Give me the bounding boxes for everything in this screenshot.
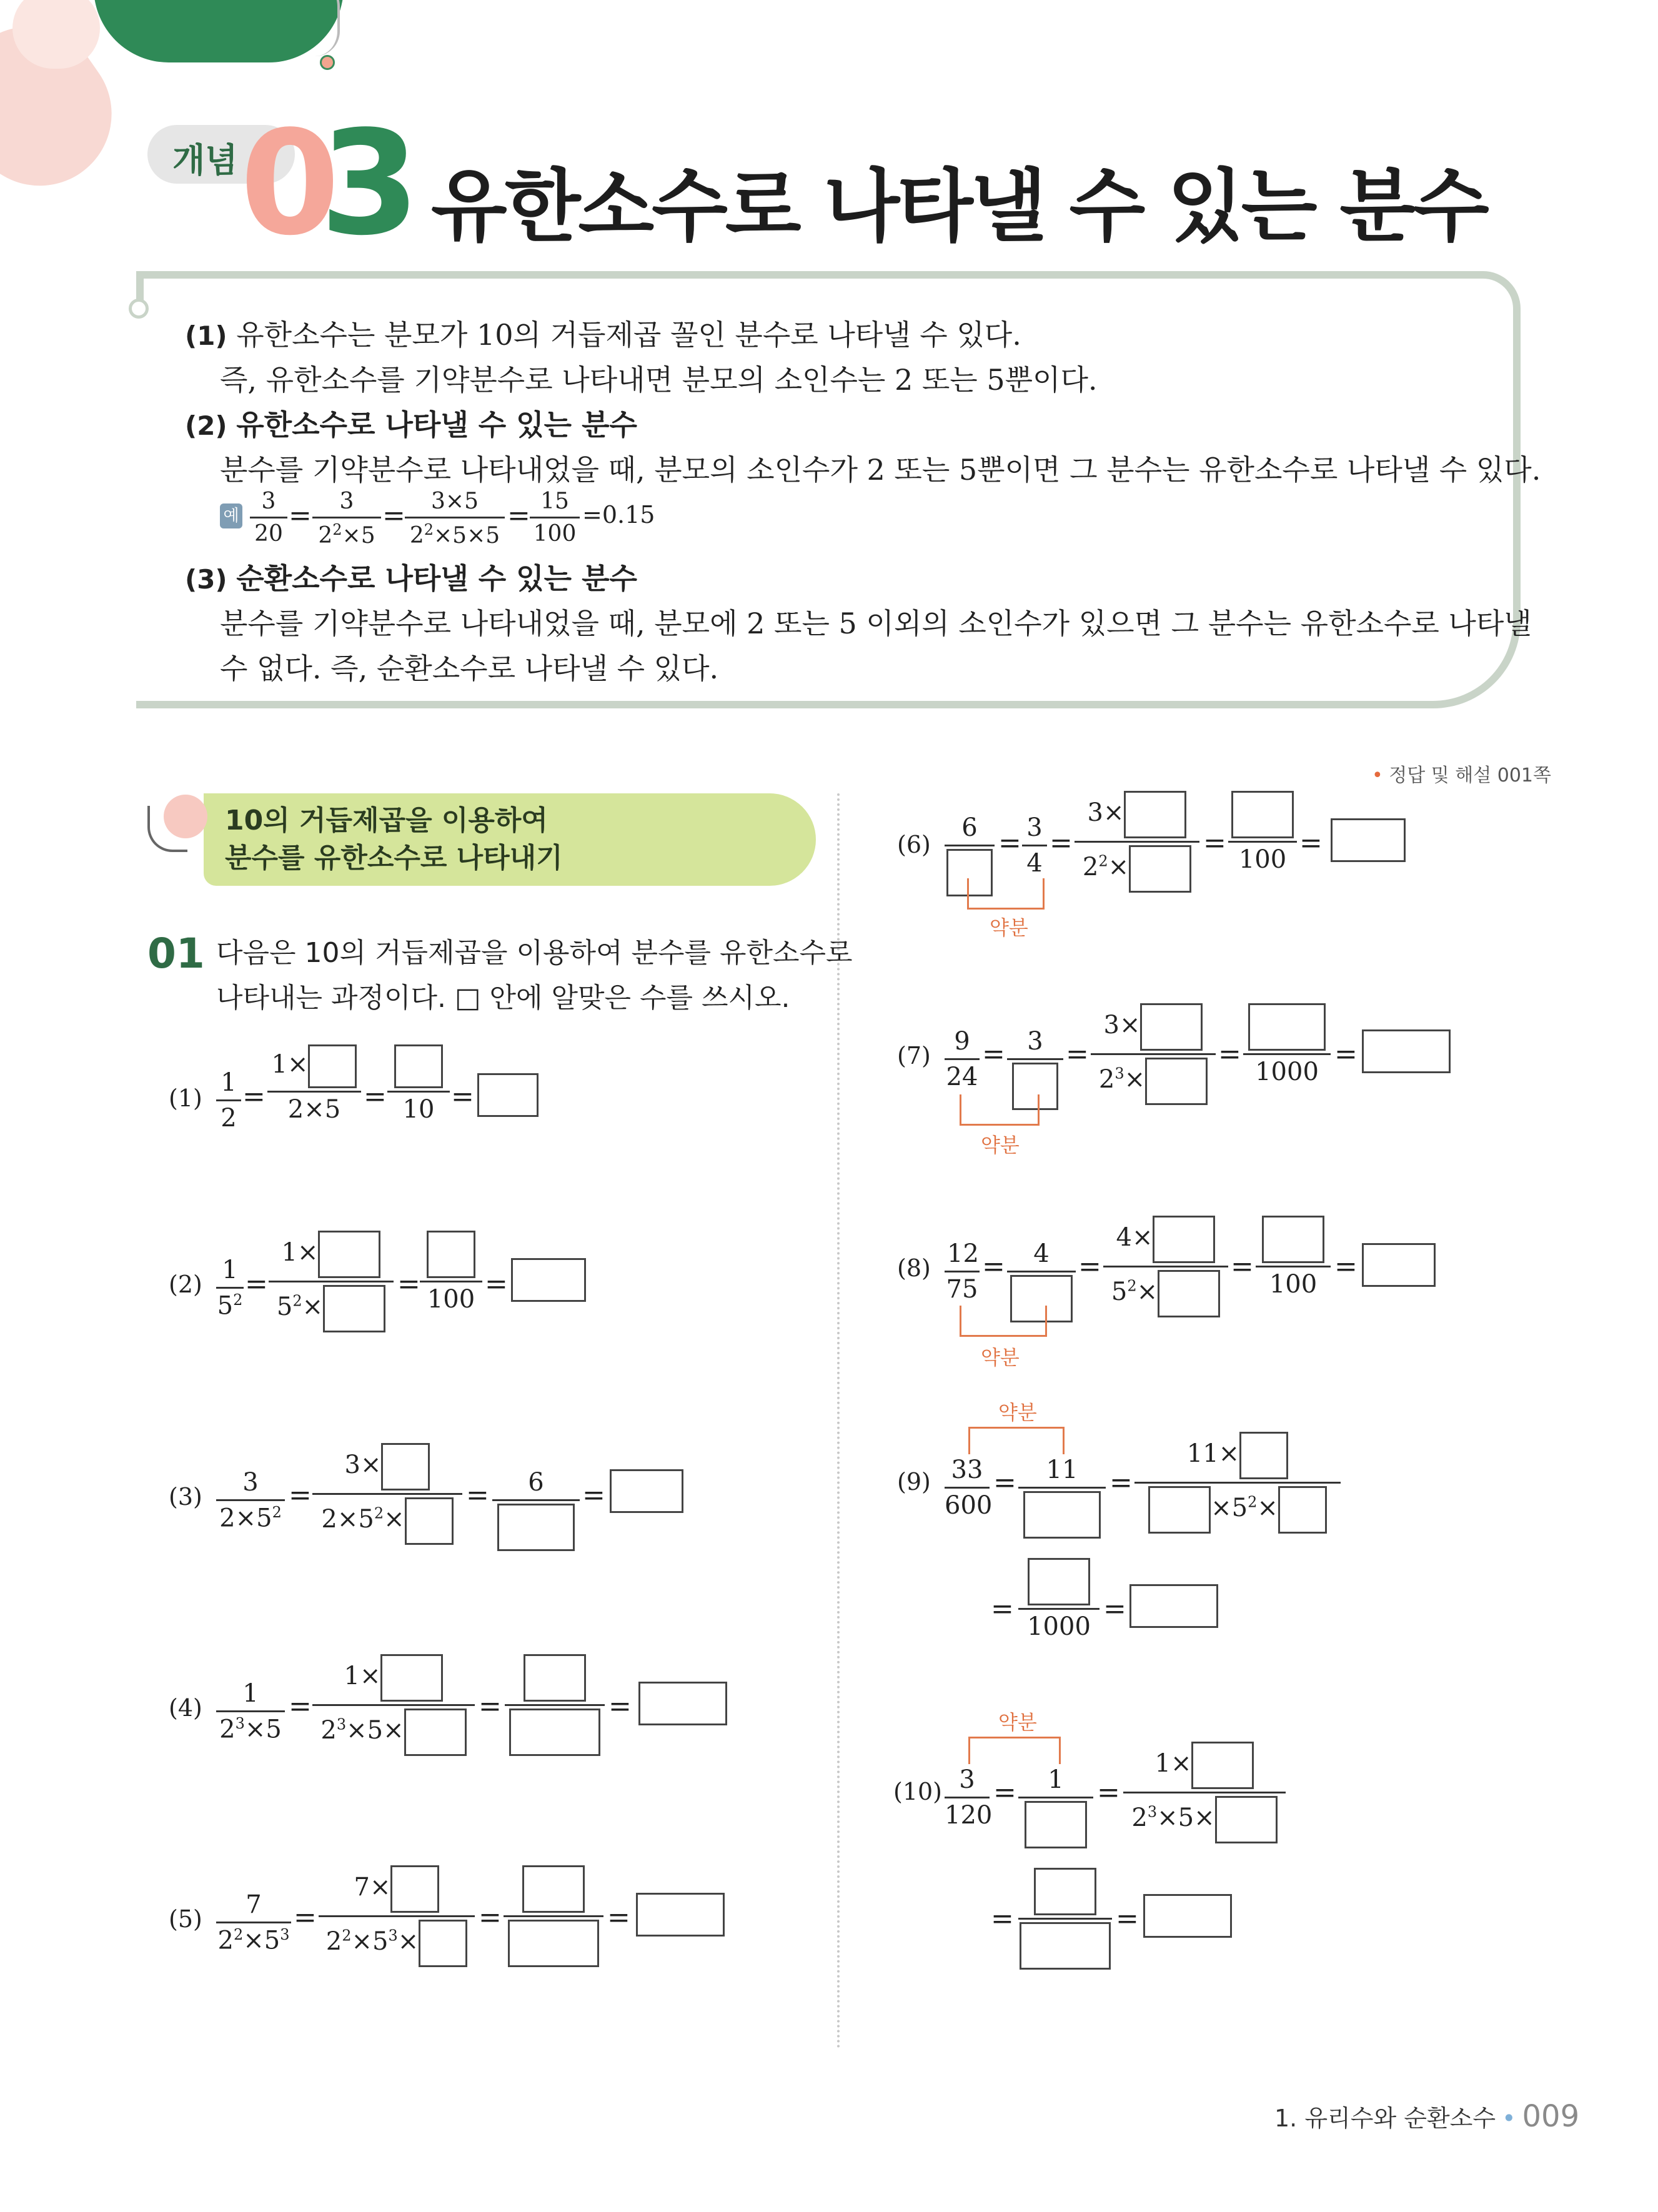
answer-box[interactable] bbox=[1028, 1558, 1090, 1605]
decorative-line bbox=[312, 0, 340, 56]
footer-dot: • bbox=[1502, 2105, 1516, 2132]
problem-4-label: (4) bbox=[169, 1694, 202, 1722]
equals-sign: = bbox=[382, 500, 405, 532]
problem-4-frac-b: 1× $2^3\times 5\times$ bbox=[312, 1654, 475, 1756]
equals-sign: = bbox=[466, 1479, 489, 1511]
equals-sign: = bbox=[982, 1038, 1005, 1070]
concept-item-3 bbox=[185, 556, 637, 597]
problem-2-frac-b: 1× $5^2\times$ bbox=[269, 1231, 394, 1332]
item3-label: (3) bbox=[185, 564, 227, 595]
equals-sign: = bbox=[1334, 1251, 1358, 1282]
reduce-label: 약분 bbox=[981, 1346, 1020, 1369]
problem-9-frac-b: 11 bbox=[1018, 1456, 1106, 1539]
equals-sign: = bbox=[1097, 1777, 1120, 1808]
problem-8-frac-c: 4× $5^2\times$ bbox=[1103, 1216, 1228, 1317]
answer-box[interactable] bbox=[1158, 1270, 1220, 1317]
problem-3-frac-c: 6 bbox=[492, 1468, 580, 1551]
reduce-arrow bbox=[960, 1306, 1047, 1337]
page-footer bbox=[1274, 2099, 1579, 2134]
problem-2-label: (2) bbox=[169, 1271, 202, 1298]
answer-box[interactable] bbox=[405, 1497, 454, 1545]
problem-4-frac-c bbox=[505, 1654, 605, 1756]
decorative-dot bbox=[320, 55, 335, 70]
problem-10-frac-a: 3 120 bbox=[945, 1765, 993, 1830]
question-number: 01 bbox=[147, 930, 205, 978]
problem-1-frac-b: 1× 2×5 bbox=[267, 1044, 361, 1124]
problem-9-frac-a: 33 600 bbox=[945, 1456, 993, 1520]
page-title: 유한소수로 나타낼 수 있는 분수 bbox=[431, 161, 1487, 252]
equals-sign: = bbox=[1334, 1038, 1358, 1070]
problem-7-frac-d: 1000 bbox=[1243, 1003, 1331, 1086]
equals-sign: = bbox=[982, 1251, 1005, 1282]
answer-box[interactable] bbox=[1362, 1029, 1451, 1073]
problem-7-frac-b: 3 bbox=[1007, 1027, 1063, 1110]
problem-1-frac-a: 1 2 bbox=[216, 1068, 241, 1133]
reduce-arrow bbox=[968, 1737, 1061, 1764]
answer-box[interactable] bbox=[318, 1231, 380, 1278]
equals-sign: = bbox=[479, 1690, 502, 1722]
answer-box[interactable] bbox=[380, 1654, 443, 1702]
section-circle bbox=[164, 795, 207, 838]
equals-sign: = bbox=[289, 1479, 312, 1511]
answer-box[interactable] bbox=[390, 1865, 439, 1913]
answer-box[interactable] bbox=[497, 1504, 575, 1551]
problem-5-frac-c bbox=[504, 1865, 603, 1967]
problem-6-frac-a: 6 bbox=[945, 813, 995, 896]
equals-sign: = bbox=[485, 1268, 508, 1300]
equals-sign: = bbox=[1050, 827, 1073, 859]
item2-label: (2) bbox=[185, 410, 227, 441]
answer-box[interactable] bbox=[1278, 1486, 1327, 1534]
example-result: =0.15 bbox=[582, 501, 655, 528]
answer-box[interactable] bbox=[1020, 1922, 1111, 1970]
answer-box[interactable] bbox=[1362, 1243, 1436, 1287]
item3-heading: 순환소수로 나타낼 수 있는 분수 bbox=[236, 562, 637, 595]
equals-sign: = bbox=[397, 1268, 420, 1300]
equals-sign: = bbox=[364, 1081, 387, 1113]
answer-box[interactable] bbox=[419, 1920, 467, 1967]
problem-7-frac-c: 3× $2^3\times$ bbox=[1091, 1003, 1216, 1105]
problem-4-frac-a: 1 $2^3\times 5$ bbox=[216, 1679, 285, 1743]
equals-sign: = bbox=[451, 1081, 474, 1113]
reduce-label: 약분 bbox=[998, 1401, 1037, 1424]
reduce-label: 약분 bbox=[998, 1710, 1037, 1734]
answer-box[interactable] bbox=[610, 1469, 683, 1513]
answer-box[interactable] bbox=[1148, 1486, 1211, 1534]
equals-sign: = bbox=[1109, 1467, 1133, 1499]
equals-sign: = bbox=[507, 500, 530, 532]
section-title bbox=[225, 802, 563, 877]
decorative-green-shape bbox=[94, 0, 344, 62]
answer-box[interactable] bbox=[1215, 1796, 1278, 1843]
item1-line1: 유한소수는 분모가 10의 거듭제곱 꼴인 분수로 나타낼 수 있다. bbox=[236, 318, 1021, 352]
item1-line2: 즉, 유한소수를 기약분수로 나타내면 분모의 소인수는 2 또는 5뿐이다. bbox=[220, 363, 1098, 397]
answer-box[interactable] bbox=[1331, 818, 1406, 862]
problem-6-frac-c: 3× $2^2\times$ bbox=[1075, 791, 1199, 893]
answer-box[interactable] bbox=[524, 1654, 586, 1702]
answer-box[interactable] bbox=[1129, 1584, 1218, 1628]
problem-1-label: (1) bbox=[169, 1084, 202, 1112]
example-frac-3: 3×5 $2^2\times 5\times 5$ bbox=[405, 489, 505, 548]
answer-box[interactable] bbox=[1034, 1868, 1096, 1915]
question-line2: 나타내는 과정이다. □ 안에 알맞은 수를 쓰시오. bbox=[216, 982, 790, 1014]
problem-3-frac-b: 3× $2\times 5^2\times$ bbox=[312, 1443, 462, 1545]
answer-box[interactable] bbox=[1025, 1801, 1087, 1848]
answer-box[interactable] bbox=[394, 1044, 443, 1088]
answer-box[interactable] bbox=[1239, 1432, 1288, 1479]
problem-8-frac-a: 12 75 bbox=[945, 1239, 980, 1304]
problem-5-frac-b: 7× $2^2\times 5^3\times$ bbox=[319, 1865, 475, 1967]
item2-line: 분수를 기약분수로 나타내었을 때, 분모의 소인수가 2 또는 5뿐이면 그 분수는 유한소수로 나타낼 수 있다. bbox=[220, 453, 1541, 487]
answer-box[interactable] bbox=[1248, 1003, 1326, 1051]
section-title-line1: 10의 거듭제곱을 이용하여 bbox=[225, 805, 548, 836]
page-number: 009 bbox=[1522, 2099, 1580, 2134]
equals-sign: = bbox=[479, 1902, 502, 1933]
answer-box[interactable] bbox=[511, 1258, 586, 1302]
equals-sign: = bbox=[289, 500, 312, 532]
equals-sign: = bbox=[1299, 827, 1323, 859]
equals-sign: = bbox=[1218, 1038, 1241, 1070]
equals-sign: = bbox=[1231, 1251, 1254, 1282]
equals-sign: = bbox=[1078, 1251, 1101, 1282]
problem-10-frac-b: 1 bbox=[1018, 1765, 1093, 1848]
concept-item-1 bbox=[185, 312, 1021, 354]
problem-2-frac-a: 1 $5^2$ bbox=[217, 1256, 243, 1321]
answer-box[interactable] bbox=[1191, 1742, 1254, 1789]
concept-box-edge bbox=[136, 277, 144, 300]
answer-box[interactable] bbox=[636, 1893, 725, 1937]
problem-10-frac-d bbox=[1018, 1868, 1112, 1970]
equals-sign: = bbox=[607, 1902, 630, 1933]
equals-sign: = bbox=[245, 1268, 268, 1300]
concept-label: 개념 bbox=[172, 141, 238, 180]
answer-box[interactable] bbox=[638, 1682, 727, 1725]
equals-sign: = bbox=[993, 1777, 1016, 1808]
problem-3-frac-a: 3 $2\times 5^2$ bbox=[216, 1468, 285, 1532]
answer-box[interactable] bbox=[509, 1709, 600, 1756]
reduce-label: 약분 bbox=[981, 1133, 1020, 1157]
answer-box[interactable] bbox=[381, 1443, 430, 1490]
problem-6-label: (6) bbox=[897, 831, 931, 858]
equals-sign: = bbox=[991, 1903, 1014, 1935]
problem-5-frac-a: 7 $2^2\times 5^3$ bbox=[216, 1890, 291, 1955]
equals-sign: = bbox=[1066, 1038, 1089, 1070]
equals-sign: = bbox=[294, 1902, 317, 1933]
concept-number-three: 3 bbox=[320, 101, 420, 267]
reduce-arrow bbox=[960, 1094, 1040, 1126]
problem-2-frac-c: 100 bbox=[420, 1231, 482, 1314]
problem-10-frac-c: 1× $2^3\times 5\times$ bbox=[1123, 1742, 1286, 1843]
answer-box[interactable] bbox=[323, 1285, 385, 1332]
problem-8-label: (8) bbox=[897, 1254, 931, 1282]
answer-box[interactable] bbox=[1143, 1894, 1232, 1938]
problem-9-frac-c: 11× $\times 5^2\times$ bbox=[1134, 1432, 1341, 1534]
equals-sign: = bbox=[993, 1467, 1016, 1499]
answer-box[interactable] bbox=[1231, 791, 1294, 838]
answer-reference-text: 정답 및 해설 001쪽 bbox=[1389, 765, 1551, 786]
problem-6-frac-b: 3 4 bbox=[1022, 813, 1047, 878]
answer-box[interactable] bbox=[1153, 1216, 1215, 1263]
item3-line1: 분수를 기약분수로 나타내었을 때, 분모에 2 또는 5 이외의 소인수가 있으면 그 분수는 유한소수로 나타낼 bbox=[220, 607, 1532, 640]
answer-box[interactable] bbox=[427, 1231, 475, 1278]
answer-box[interactable] bbox=[308, 1044, 357, 1088]
answer-box[interactable] bbox=[522, 1865, 585, 1913]
equals-sign: = bbox=[1103, 1593, 1126, 1625]
reduce-label: 약분 bbox=[990, 916, 1028, 940]
equals-sign: = bbox=[242, 1081, 266, 1113]
example-frac-1: 3 20 bbox=[250, 489, 287, 547]
section-title-line2: 분수를 유한소수로 나타내기 bbox=[225, 842, 563, 874]
problem-5-label: (5) bbox=[169, 1905, 202, 1933]
equals-sign: = bbox=[998, 827, 1021, 859]
item3-line2: 수 없다. 즉, 순환소수로 나타낼 수 있다. bbox=[220, 652, 719, 685]
item1-label: (1) bbox=[185, 320, 227, 351]
reduce-arrow bbox=[968, 1427, 1065, 1454]
equals-sign: = bbox=[1203, 827, 1226, 859]
answer-box[interactable] bbox=[404, 1709, 467, 1756]
problem-9-frac-d: 1000 bbox=[1018, 1558, 1100, 1641]
equals-sign: = bbox=[582, 1479, 605, 1511]
problem-1-frac-c: 10 bbox=[387, 1044, 450, 1124]
question-text bbox=[216, 931, 853, 1021]
example-frac-2: 3 $2^2\times 5$ bbox=[312, 489, 381, 548]
problem-7-frac-a: 9 24 bbox=[945, 1027, 980, 1091]
answer-box[interactable] bbox=[1145, 1058, 1208, 1105]
answer-box[interactable] bbox=[1124, 791, 1186, 838]
answer-box[interactable] bbox=[508, 1920, 599, 1967]
question-line1: 다음은 10의 거듭제곱을 이용하여 분수를 유한소수로 bbox=[216, 937, 853, 969]
reduce-arrow bbox=[967, 878, 1045, 910]
chapter-title: 1. 유리수와 순환소수 bbox=[1274, 2105, 1496, 2132]
problem-10-label: (10) bbox=[893, 1778, 943, 1805]
answer-box[interactable] bbox=[1262, 1216, 1324, 1263]
item2-heading: 유한소수로 나타낼 수 있는 분수 bbox=[236, 408, 637, 442]
concept-box-dot bbox=[129, 299, 149, 319]
problem-9-label: (9) bbox=[897, 1468, 931, 1495]
answer-box[interactable] bbox=[1023, 1491, 1101, 1539]
problem-7-label: (7) bbox=[897, 1042, 931, 1069]
equals-sign: = bbox=[289, 1690, 312, 1722]
example-frac-4: 15 100 bbox=[530, 489, 580, 547]
concept-number-zero: 0 bbox=[240, 101, 334, 267]
equals-sign: = bbox=[608, 1690, 632, 1722]
problem-8-frac-d: 100 bbox=[1256, 1216, 1331, 1299]
example-badge: 예 bbox=[220, 503, 242, 528]
answer-box[interactable] bbox=[477, 1073, 539, 1117]
equals-sign: = bbox=[1116, 1903, 1139, 1935]
concept-item-2 bbox=[185, 402, 637, 444]
problem-3-label: (3) bbox=[169, 1483, 202, 1510]
answer-box[interactable] bbox=[1140, 1003, 1203, 1051]
answer-box[interactable] bbox=[1129, 845, 1191, 893]
problem-6-frac-d: 100 bbox=[1228, 791, 1297, 874]
equals-sign: = bbox=[991, 1593, 1014, 1625]
answer-reference: • 정답 및 해설 001쪽 bbox=[1372, 765, 1551, 786]
problem-8-frac-b: 4 bbox=[1007, 1239, 1076, 1322]
